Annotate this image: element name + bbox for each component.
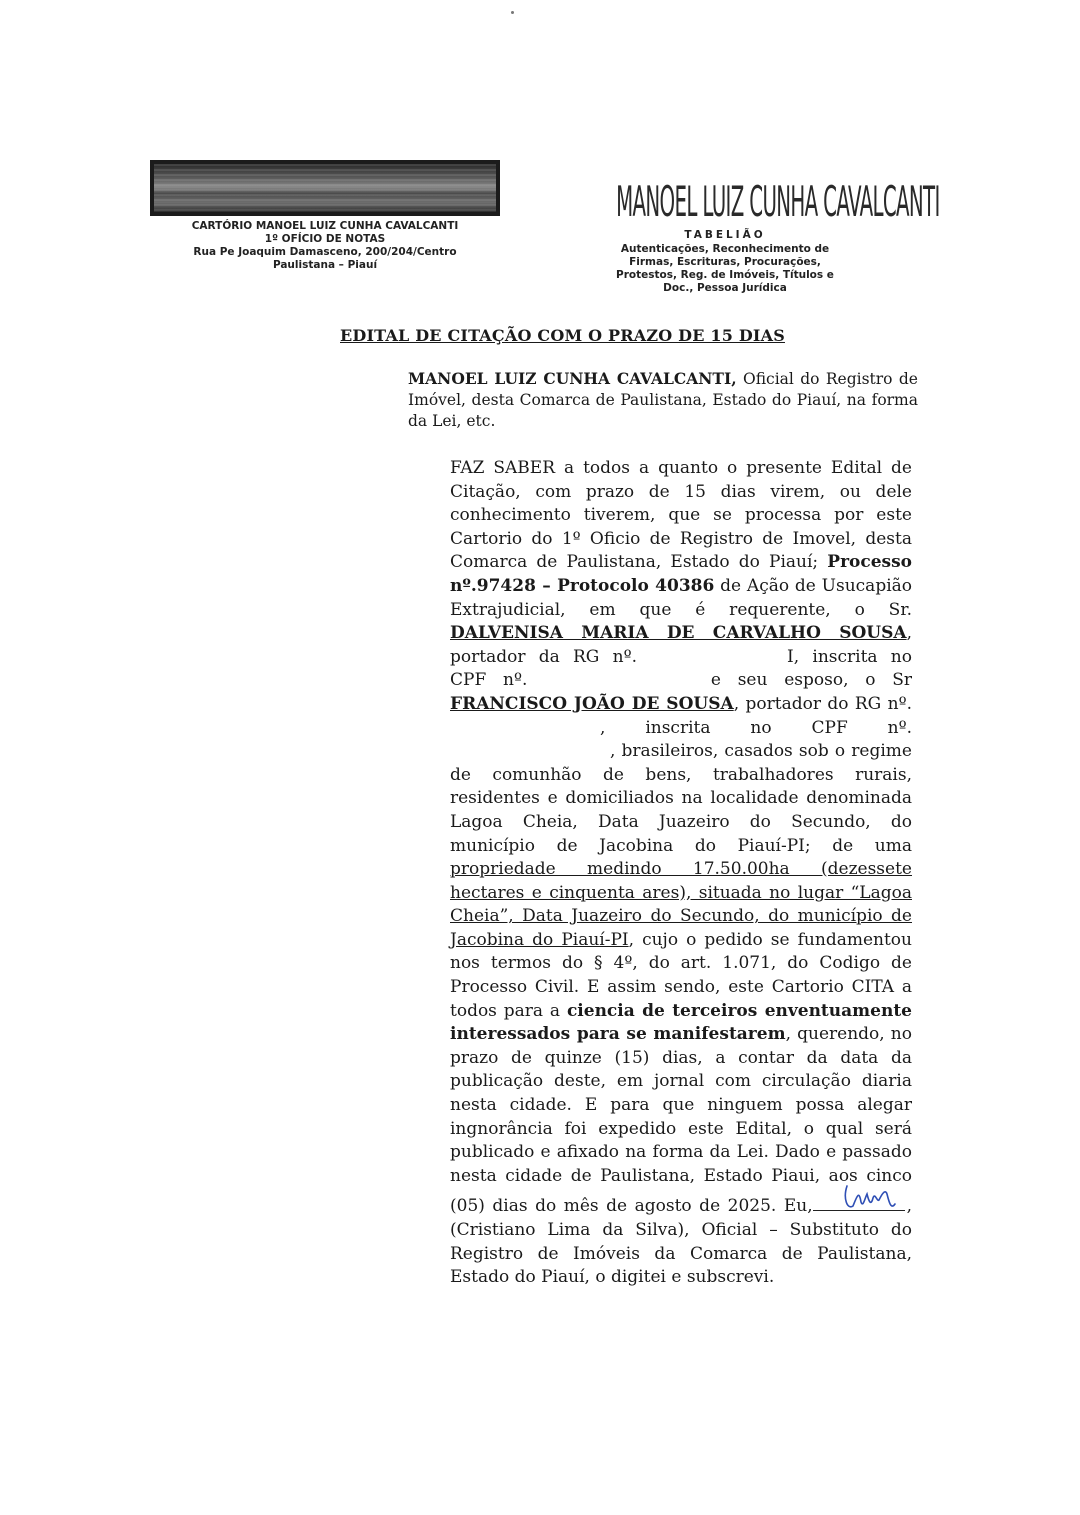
body-text-3b: I, inscrita no CPF nº. (450, 646, 912, 691)
property-description: propriedade medindo 17.50.00ha (dezessete hectares e cinquenta ares), situada no lugar “Lagoa Cheia”, Data Juazeiro do Secundo, do município de Jacobina do Piauí-PI (450, 859, 912, 950)
requerente-name: DALVENISA MARIA DE CARVALHO SOUSA (450, 623, 907, 644)
body-text-8: , querendo, no prazo de quinze (15) dias, a contar da data da publicação deste, em jornal com circulação diaria nesta cidade. E para que ninguem possa alegar ingnorância foi expedido este Edital, o qual será publicado e afixado na forma da Lei. Dado e passado nesta cidade de Paulistana, Estado Piaui, aos cinco (05) dias do mês de agosto de 2025. Eu, (450, 1024, 912, 1217)
ciencia-terceiros: ciencia de terceiros enventuamente interessados para se manifestarem (450, 1000, 912, 1045)
body-paragraph (138, 457, 912, 1290)
signature-scribble-icon (841, 1176, 903, 1216)
body-text-5: , portador do RG nº. (733, 693, 912, 714)
body-text-1: FAZ SABER a todos a quanto o presente Edital de Citação, com prazo de 15 dias virem, ou dele conhecimento tiverem, que se processa por este Cartorio do 1º Oficio de Registro de Imovel, desta Comarca de Paulistana, Estado do Piauí; (450, 458, 912, 573)
notary-services: Autenticações, Reconhecimento de Firmas, Escrituras, Procurações, Protestos, Reg. de Imóveis, Títulos e Doc., Pessoa Jurídica (616, 243, 834, 294)
notary-role: TABELIÃO (684, 229, 766, 241)
office-name: CARTÓRIO MANOEL LUIZ CUNHA CAVALCANTI (191, 220, 459, 232)
scan-speck (511, 11, 514, 14)
body-text-2: de Ação de Usucapião Extrajudicial, em que é requerente, o Sr. (450, 575, 913, 620)
office-details (150, 220, 500, 272)
office-header (150, 160, 500, 272)
body-text-5b: , inscrita no CPF nº. (600, 717, 912, 738)
body-text-4: e seu esposo, o Sr (710, 670, 913, 691)
body-text-6: , brasileiros, casados sob o regime de comunhão de bens, trabalhadores rurais, residentes e domiciliados na localidade denominada Lagoa Cheia, Data Juazeiro do Secundo, do município de Jacobina do Piauí-PI; de uma (450, 741, 912, 856)
office-banner-image (150, 160, 500, 216)
body-text-9: , (Cristiano Lima da Silva), Oficial – Substituto do Registro de Imóveis da Comarca de Paulistana, Estado do Piauí, o digitei e subscrevi. (450, 1196, 912, 1288)
signature-line (813, 1188, 905, 1211)
process-number: Processo nº.97428 – Protocolo 40386 (450, 552, 913, 596)
body-text-3: , portador da RG nº. (450, 623, 912, 667)
edict-body (138, 457, 912, 1290)
intro-official-name: MANOEL LUIZ CUNHA CAVALCANTI, (408, 369, 737, 388)
intro-paragraph (408, 368, 918, 432)
intro-text: Oficial do Registro de Imóvel, desta Comarca de Paulistana, Estado do Piauí, na forma da Lei, etc. (408, 370, 918, 430)
office-city: Paulistana – Piauí (272, 259, 378, 271)
body-text-7: , cujo o pedido se fundamentou nos termos do § 4º, do art. 1.071, do Codigo de Processo Civil. E assim sendo, este Cartorio CITA a todos para a (450, 929, 912, 1021)
esposo-name: FRANCISCO JOÃO DE SOUSA (450, 693, 734, 714)
notary-header (560, 178, 940, 295)
notary-name-logo: MANOEL LUIZ CUNHA CAVALCANTI (616, 178, 940, 227)
document-title: EDITAL DE CITAÇÃO COM O PRAZO DE 15 DIAS (340, 326, 785, 345)
office-subtitle: 1º OFÍCIO DE NOTAS (264, 233, 386, 245)
office-address: Rua Pe Joaquim Damasceno, 200/204/Centro (193, 246, 457, 258)
